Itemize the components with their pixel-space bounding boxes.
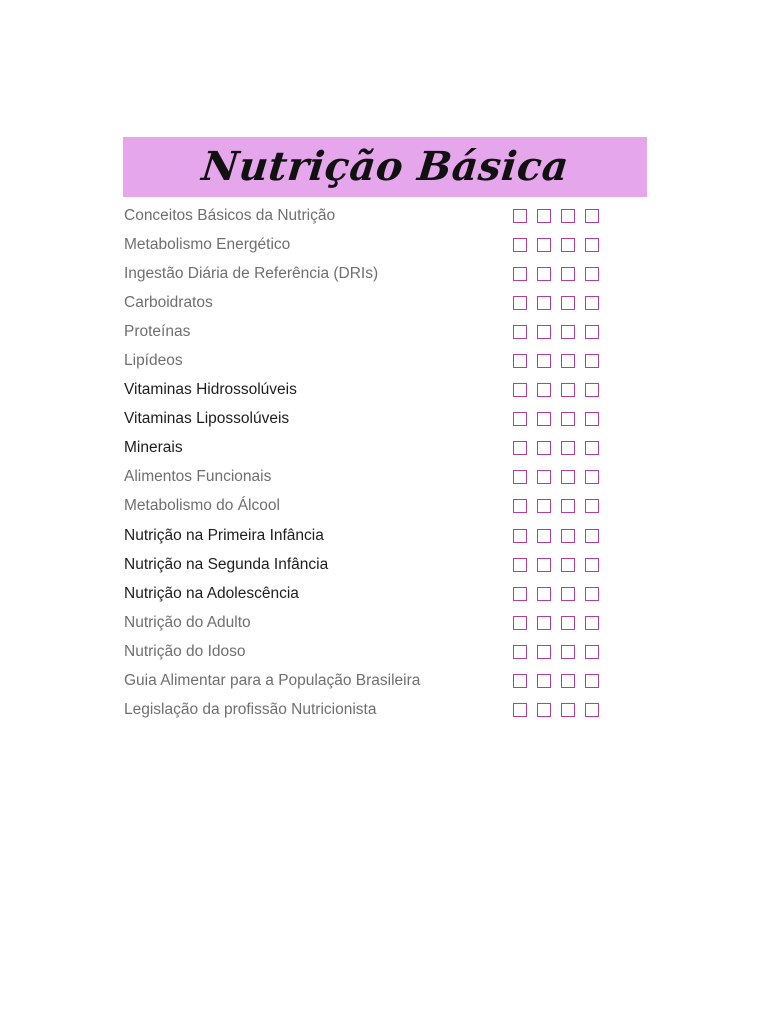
checkbox-4[interactable] [585, 354, 599, 368]
checkbox-4[interactable] [585, 674, 599, 688]
topic-label: Guia Alimentar para a População Brasileira [124, 672, 421, 690]
checkbox-group [513, 354, 599, 368]
topic-label: Nutrição do Adulto [124, 613, 251, 631]
checkbox-3[interactable] [561, 703, 575, 717]
checkbox-4[interactable] [585, 558, 599, 572]
checkbox-3[interactable] [561, 529, 575, 543]
checkbox-1[interactable] [513, 383, 527, 397]
checkbox-group [513, 470, 599, 484]
list-item [123, 667, 647, 696]
checkbox-group [513, 296, 599, 310]
checkbox-1[interactable] [513, 296, 527, 310]
checkbox-4[interactable] [585, 703, 599, 717]
checkbox-3[interactable] [561, 209, 575, 223]
topic-label: Nutrição do Idoso [124, 642, 246, 660]
list-item [123, 550, 647, 579]
checkbox-1[interactable] [513, 412, 527, 426]
checkbox-4[interactable] [585, 616, 599, 630]
checkbox-1[interactable] [513, 238, 527, 252]
checkbox-2[interactable] [537, 383, 551, 397]
list-item [123, 317, 647, 346]
checkbox-1[interactable] [513, 354, 527, 368]
list-item [123, 405, 647, 434]
page-title: Nutrição Básica [199, 143, 571, 190]
checkbox-4[interactable] [585, 383, 599, 397]
checkbox-2[interactable] [537, 325, 551, 339]
checkbox-group [513, 412, 599, 426]
checkbox-1[interactable] [513, 325, 527, 339]
list-item [123, 259, 647, 288]
checkbox-group [513, 558, 599, 572]
list-item [123, 637, 647, 666]
list-item [123, 521, 647, 550]
checkbox-3[interactable] [561, 383, 575, 397]
checkbox-3[interactable] [561, 267, 575, 281]
checkbox-group [513, 616, 599, 630]
checkbox-3[interactable] [561, 587, 575, 601]
topic-label: Metabolismo do Álcool [124, 497, 280, 515]
checklist-sheet [123, 137, 647, 725]
topic-label: Nutrição na Segunda Infância [124, 555, 329, 573]
checkbox-2[interactable] [537, 703, 551, 717]
checkbox-3[interactable] [561, 441, 575, 455]
checkbox-1[interactable] [513, 674, 527, 688]
checkbox-1[interactable] [513, 267, 527, 281]
checkbox-group [513, 587, 599, 601]
checkbox-4[interactable] [585, 209, 599, 223]
title-bar [123, 137, 647, 197]
list-item [123, 492, 647, 521]
list-item [123, 230, 647, 259]
topic-label: Legislação da profissão Nutricionista [124, 701, 377, 719]
checkbox-1[interactable] [513, 470, 527, 484]
checkbox-1[interactable] [513, 703, 527, 717]
checkbox-3[interactable] [561, 354, 575, 368]
checkbox-2[interactable] [537, 529, 551, 543]
checkbox-2[interactable] [537, 558, 551, 572]
checkbox-group [513, 209, 599, 223]
checkbox-2[interactable] [537, 412, 551, 426]
checkbox-4[interactable] [585, 325, 599, 339]
checkbox-3[interactable] [561, 238, 575, 252]
checkbox-1[interactable] [513, 558, 527, 572]
checkbox-2[interactable] [537, 499, 551, 513]
checkbox-2[interactable] [537, 674, 551, 688]
list-item [123, 608, 647, 637]
topic-label: Metabolismo Energético [124, 235, 291, 253]
topic-label: Lipídeos [124, 352, 183, 370]
checkbox-1[interactable] [513, 645, 527, 659]
checkbox-group [513, 238, 599, 252]
checkbox-2[interactable] [537, 645, 551, 659]
checkbox-1[interactable] [513, 499, 527, 513]
checkbox-3[interactable] [561, 325, 575, 339]
checkbox-group [513, 441, 599, 455]
checkbox-3[interactable] [561, 645, 575, 659]
list-item [123, 346, 647, 375]
checkbox-1[interactable] [513, 209, 527, 223]
list-item [123, 288, 647, 317]
checkbox-4[interactable] [585, 267, 599, 281]
checkbox-3[interactable] [561, 616, 575, 630]
checkbox-4[interactable] [585, 296, 599, 310]
checkbox-2[interactable] [537, 354, 551, 368]
checkbox-1[interactable] [513, 529, 527, 543]
checkbox-2[interactable] [537, 441, 551, 455]
checkbox-3[interactable] [561, 499, 575, 513]
topic-label: Conceitos Básicos da Nutrição [124, 206, 336, 224]
checkbox-4[interactable] [585, 412, 599, 426]
checkbox-group [513, 383, 599, 397]
list-item [123, 201, 647, 230]
topic-label: Nutrição na Adolescência [124, 584, 299, 602]
checkbox-group [513, 674, 599, 688]
checkbox-4[interactable] [585, 499, 599, 513]
topic-label: Vitaminas Lipossolúveis [124, 410, 290, 428]
topic-label: Nutrição na Primeira Infância [124, 526, 324, 544]
checkbox-4[interactable] [585, 587, 599, 601]
topic-label: Minerais [124, 439, 183, 457]
checkbox-group [513, 267, 599, 281]
topic-list [123, 201, 647, 725]
topic-label: Carboidratos [124, 293, 213, 311]
topic-label: Ingestão Diária de Referência (DRIs) [124, 264, 379, 282]
list-item [123, 376, 647, 405]
checkbox-4[interactable] [585, 441, 599, 455]
checkbox-4[interactable] [585, 238, 599, 252]
topic-label: Alimentos Funcionais [124, 468, 272, 486]
checkbox-3[interactable] [561, 296, 575, 310]
checkbox-group [513, 499, 599, 513]
checkbox-3[interactable] [561, 558, 575, 572]
checkbox-1[interactable] [513, 587, 527, 601]
list-item [123, 463, 647, 492]
list-item [123, 434, 647, 463]
checkbox-group [513, 645, 599, 659]
checkbox-2[interactable] [537, 209, 551, 223]
checkbox-group [513, 325, 599, 339]
checkbox-2[interactable] [537, 616, 551, 630]
checkbox-2[interactable] [537, 238, 551, 252]
checkbox-2[interactable] [537, 587, 551, 601]
checkbox-3[interactable] [561, 470, 575, 484]
checkbox-4[interactable] [585, 529, 599, 543]
checkbox-2[interactable] [537, 470, 551, 484]
checkbox-1[interactable] [513, 441, 527, 455]
checkbox-group [513, 703, 599, 717]
checkbox-4[interactable] [585, 645, 599, 659]
checkbox-1[interactable] [513, 616, 527, 630]
topic-label: Proteínas [124, 322, 191, 340]
list-item [123, 579, 647, 608]
checkbox-group [513, 529, 599, 543]
topic-label: Vitaminas Hidrossolúveis [124, 381, 297, 399]
checkbox-3[interactable] [561, 674, 575, 688]
checkbox-2[interactable] [537, 296, 551, 310]
checkbox-2[interactable] [537, 267, 551, 281]
checkbox-4[interactable] [585, 470, 599, 484]
checkbox-3[interactable] [561, 412, 575, 426]
list-item [123, 696, 647, 725]
